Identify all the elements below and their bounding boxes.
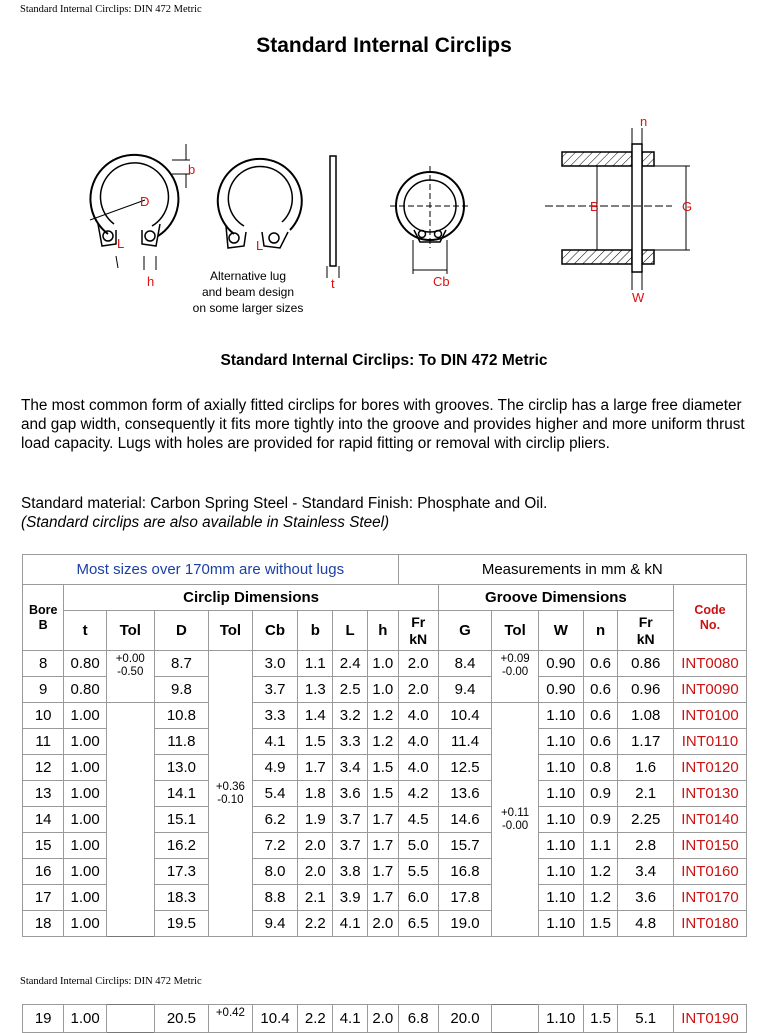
cell-n: 1.2 [583, 859, 618, 885]
cell-fr: 5.0 [398, 833, 438, 859]
cell-code: INT0090 [673, 677, 746, 703]
cell-h: 1.0 [368, 651, 399, 677]
cell-G: 20.0 [438, 1005, 491, 1033]
circlip-spec-table-continued [22, 1004, 747, 1033]
label-h: h [147, 274, 155, 289]
cell-h: 1.0 [368, 677, 399, 703]
cell-b: 1.9 [298, 807, 333, 833]
cell-W: 1.10 [538, 781, 583, 807]
cell-fr: 4.0 [398, 755, 438, 781]
cell-D: 18.3 [154, 885, 208, 911]
cell-fr2: 1.17 [618, 729, 674, 755]
material-note: (Standard circlips are also available in Stainless Steel) [21, 514, 390, 531]
label-L-alt: L [256, 238, 264, 253]
cell-n: 1.2 [583, 885, 618, 911]
cell-fr2: 3.6 [618, 885, 674, 911]
cell-G: 8.4 [438, 651, 491, 677]
col-D-header: D [154, 611, 208, 651]
circlip-diagram [0, 108, 768, 328]
cell-b: 2.2 [298, 911, 333, 937]
cell-t: 1.00 [64, 833, 106, 859]
cell-h: 2.0 [368, 1005, 398, 1033]
cell-tol-t [106, 1005, 154, 1033]
cell-code: INT0140 [673, 807, 746, 833]
material-line: Standard material: Carbon Spring Steel - Standard Finish: Phosphate and Oil. [21, 495, 548, 512]
cell-L: 4.1 [333, 911, 368, 937]
cell-L: 3.8 [333, 859, 368, 885]
cell-n: 1.1 [583, 833, 618, 859]
cell-fr2: 2.8 [618, 833, 674, 859]
cell-tol-D: +0.36 -0.10 [209, 651, 253, 937]
cell-n: 0.9 [583, 781, 618, 807]
cell-D: 8.7 [154, 651, 208, 677]
cell-fr2: 5.1 [618, 1005, 674, 1033]
cell-b: 1.8 [298, 781, 333, 807]
cell-Cb: 8.8 [252, 885, 298, 911]
cell-t: 1.00 [64, 807, 106, 833]
cell-fr2: 0.96 [618, 677, 674, 703]
cell-D: 11.8 [154, 729, 208, 755]
cell-h: 1.7 [368, 885, 399, 911]
cell-Cb: 7.2 [252, 833, 298, 859]
cell-fr2: 1.08 [618, 703, 674, 729]
cell-D: 13.0 [154, 755, 208, 781]
cell-L: 3.7 [333, 807, 368, 833]
col-Cb-header: Cb [252, 611, 298, 651]
cell-code: INT0100 [673, 703, 746, 729]
cell-D: 19.5 [154, 911, 208, 937]
cell-W: 1.10 [538, 1005, 583, 1033]
cell-t: 1.00 [64, 729, 106, 755]
cell-fr2: 2.1 [618, 781, 674, 807]
label-t: t [331, 276, 335, 291]
cell-code: INT0080 [673, 651, 746, 677]
cell-L: 2.4 [333, 651, 368, 677]
cell-code: INT0110 [673, 729, 746, 755]
cell-G: 11.4 [438, 729, 491, 755]
col-code-header: Code No. [673, 585, 746, 651]
cell-fr2: 1.6 [618, 755, 674, 781]
cell-D: 17.3 [154, 859, 208, 885]
cell-Cb: 10.4 [252, 1005, 298, 1033]
cell-G: 19.0 [438, 911, 491, 937]
cell-G: 14.6 [438, 807, 491, 833]
col-n-header: n [583, 611, 618, 651]
material-paragraph [21, 494, 747, 532]
cell-fr2: 2.25 [618, 807, 674, 833]
cell-n: 1.5 [583, 1005, 618, 1033]
cell-fr: 4.0 [398, 729, 438, 755]
cell-Cb: 5.4 [252, 781, 298, 807]
cell-code: INT0180 [673, 911, 746, 937]
cell-fr: 6.8 [398, 1005, 438, 1033]
cell-t: 1.00 [64, 885, 106, 911]
cell-code: INT0190 [673, 1005, 746, 1033]
cell-W: 1.10 [538, 755, 583, 781]
label-B: B [590, 199, 599, 214]
cell-n: 0.9 [583, 807, 618, 833]
cell-bore: 15 [23, 833, 64, 859]
cell-fr2: 0.86 [618, 651, 674, 677]
label-L: L [117, 236, 125, 251]
cell-bore: 14 [23, 807, 64, 833]
cell-G: 13.6 [438, 781, 491, 807]
col-tol-t-header: Tol [106, 611, 154, 651]
groove-dimensions-header: Groove Dimensions [438, 585, 673, 611]
cell-L: 2.5 [333, 677, 368, 703]
cell-G: 16.8 [438, 859, 491, 885]
label-b: b [188, 162, 196, 177]
cell-tol-G: +0.09 -0.00 [492, 651, 539, 703]
cell-bore: 8 [23, 651, 64, 677]
cell-fr: 6.5 [398, 911, 438, 937]
cell-D: 20.5 [154, 1005, 208, 1033]
cell-t: 1.00 [64, 703, 106, 729]
cell-n: 0.6 [583, 677, 618, 703]
cell-L: 4.1 [333, 1005, 368, 1033]
cell-b: 1.7 [298, 755, 333, 781]
col-b-header: b [298, 611, 333, 651]
cell-L: 3.2 [333, 703, 368, 729]
cell-fr: 2.0 [398, 651, 438, 677]
cell-fr: 2.0 [398, 677, 438, 703]
col-fr-header: Fr kN [398, 611, 438, 651]
col-bore-header: Bore B [23, 585, 64, 651]
cell-W: 1.10 [538, 729, 583, 755]
cell-fr: 4.0 [398, 703, 438, 729]
cell-G: 9.4 [438, 677, 491, 703]
cell-Cb: 3.7 [252, 677, 298, 703]
description-paragraph: The most common form of axially fitted circlips for bores with grooves. The circlip has a large free diameter and gap width, consequently it fits more tightly into the groove and provides higher and more uniform thrust load capacity. Lugs with holes are provided for rapid fitting or removal with circlip pliers. [21, 397, 745, 452]
cell-W: 1.10 [538, 859, 583, 885]
col-h-header: h [368, 611, 399, 651]
cell-L: 3.7 [333, 833, 368, 859]
cell-bore: 10 [23, 703, 64, 729]
cell-L: 3.9 [333, 885, 368, 911]
cell-bore: 11 [23, 729, 64, 755]
cell-D: 15.1 [154, 807, 208, 833]
circlip-alternative-view [218, 159, 302, 248]
table-note-lugs: Most sizes over 170mm are without lugs [23, 555, 399, 585]
cell-b: 2.0 [298, 859, 333, 885]
cell-fr: 4.2 [398, 781, 438, 807]
cell-b: 2.1 [298, 885, 333, 911]
col-tol-D-header: Tol [209, 611, 253, 651]
cell-bore: 13 [23, 781, 64, 807]
cell-n: 1.5 [583, 911, 618, 937]
cell-W: 1.10 [538, 833, 583, 859]
cell-code: INT0160 [673, 859, 746, 885]
cell-n: 0.8 [583, 755, 618, 781]
cell-b: 1.4 [298, 703, 333, 729]
cell-G: 17.8 [438, 885, 491, 911]
cell-G: 12.5 [438, 755, 491, 781]
cell-bore: 12 [23, 755, 64, 781]
cell-tol-t-empty [106, 703, 154, 937]
cell-Cb: 3.0 [252, 651, 298, 677]
cell-b: 1.3 [298, 677, 333, 703]
cell-L: 3.6 [333, 781, 368, 807]
cell-t: 1.00 [64, 755, 106, 781]
cell-h: 1.2 [368, 703, 399, 729]
diagram-caption-1: Alternative lug [209, 269, 287, 283]
cell-h: 1.7 [368, 859, 399, 885]
diagram-caption-2: and beam design [201, 285, 295, 299]
cell-fr: 4.5 [398, 807, 438, 833]
table-note-units: Measurements in mm & kN [398, 555, 746, 585]
cell-n: 0.6 [583, 703, 618, 729]
cell-L: 3.4 [333, 755, 368, 781]
cell-t: 0.80 [64, 651, 106, 677]
cell-G: 15.7 [438, 833, 491, 859]
table-body [23, 651, 747, 937]
cell-h: 1.5 [368, 755, 399, 781]
cell-h: 1.7 [368, 833, 399, 859]
cell-code: INT0120 [673, 755, 746, 781]
cell-G: 10.4 [438, 703, 491, 729]
cell-Cb: 3.3 [252, 703, 298, 729]
cell-W: 0.90 [538, 651, 583, 677]
table-row [23, 651, 747, 677]
diagram-caption-3: on some larger sizes [192, 301, 304, 315]
cell-b: 1.5 [298, 729, 333, 755]
cell-t: 1.00 [64, 781, 106, 807]
cell-tol-G: +0.11 -0.00 [492, 703, 539, 937]
cell-h: 2.0 [368, 911, 399, 937]
cell-tol-G [492, 1005, 539, 1033]
cell-bore: 9 [23, 677, 64, 703]
cell-b: 1.1 [298, 651, 333, 677]
cell-Cb: 8.0 [252, 859, 298, 885]
cell-Cb: 4.1 [252, 729, 298, 755]
circlip-installed-view [390, 166, 470, 274]
cell-bore: 18 [23, 911, 64, 937]
cell-tol-t: +0.00 -0.50 [106, 651, 154, 703]
col-fr2-header: Fr kN [618, 611, 674, 651]
label-W: W [632, 290, 645, 305]
cell-h: 1.5 [368, 781, 399, 807]
cell-fr: 5.5 [398, 859, 438, 885]
col-L-header: L [333, 611, 368, 651]
col-tol-G-header: Tol [492, 611, 539, 651]
cell-fr2: 4.8 [618, 911, 674, 937]
cell-D: 16.2 [154, 833, 208, 859]
cell-D: 9.8 [154, 677, 208, 703]
cell-t: 1.00 [64, 1005, 106, 1033]
running-header: Standard Internal Circlips: DIN 472 Metric [20, 4, 202, 15]
cell-b: 2.2 [298, 1005, 333, 1033]
cell-fr: 6.0 [398, 885, 438, 911]
cell-W: 1.10 [538, 911, 583, 937]
cell-fr2: 3.4 [618, 859, 674, 885]
table-row [23, 1005, 747, 1033]
table-row [23, 703, 747, 729]
cell-h: 1.2 [368, 729, 399, 755]
label-G: G [682, 199, 693, 214]
cell-t: 1.00 [64, 859, 106, 885]
circlip-side-view [327, 156, 339, 278]
col-W-header: W [538, 611, 583, 651]
col-t-header: t [64, 611, 106, 651]
cell-Cb: 6.2 [252, 807, 298, 833]
cell-t: 0.80 [64, 677, 106, 703]
cell-bore: 17 [23, 885, 64, 911]
cell-D: 14.1 [154, 781, 208, 807]
cell-W: 1.10 [538, 703, 583, 729]
cell-t: 1.00 [64, 911, 106, 937]
cell-W: 1.10 [538, 807, 583, 833]
cell-L: 3.3 [333, 729, 368, 755]
groove-section-view [545, 128, 693, 290]
label-Cb: Cb [433, 274, 450, 289]
page-title: Standard Internal Circlips [256, 34, 512, 57]
cell-Cb: 9.4 [252, 911, 298, 937]
cell-bore: 19 [23, 1005, 64, 1033]
col-G-header: G [438, 611, 491, 651]
cell-Cb: 4.9 [252, 755, 298, 781]
section-subtitle: Standard Internal Circlips: To DIN 472 Metric [220, 352, 548, 369]
cell-h: 1.7 [368, 807, 399, 833]
cell-n: 0.6 [583, 729, 618, 755]
label-n: n [640, 114, 648, 129]
cell-D: 10.8 [154, 703, 208, 729]
cell-tol-D: +0.42 [209, 1005, 253, 1033]
label-D: D [140, 194, 150, 209]
cell-code: INT0150 [673, 833, 746, 859]
running-header-page2: Standard Internal Circlips: DIN 472 Metric [20, 976, 202, 987]
cell-n: 0.6 [583, 651, 618, 677]
cell-code: INT0170 [673, 885, 746, 911]
cell-W: 1.10 [538, 885, 583, 911]
cell-code: INT0130 [673, 781, 746, 807]
cell-b: 2.0 [298, 833, 333, 859]
circlip-dimensions-header: Circlip Dimensions [64, 585, 438, 611]
circlip-spec-table [22, 554, 747, 937]
cell-W: 0.90 [538, 677, 583, 703]
cell-bore: 16 [23, 859, 64, 885]
